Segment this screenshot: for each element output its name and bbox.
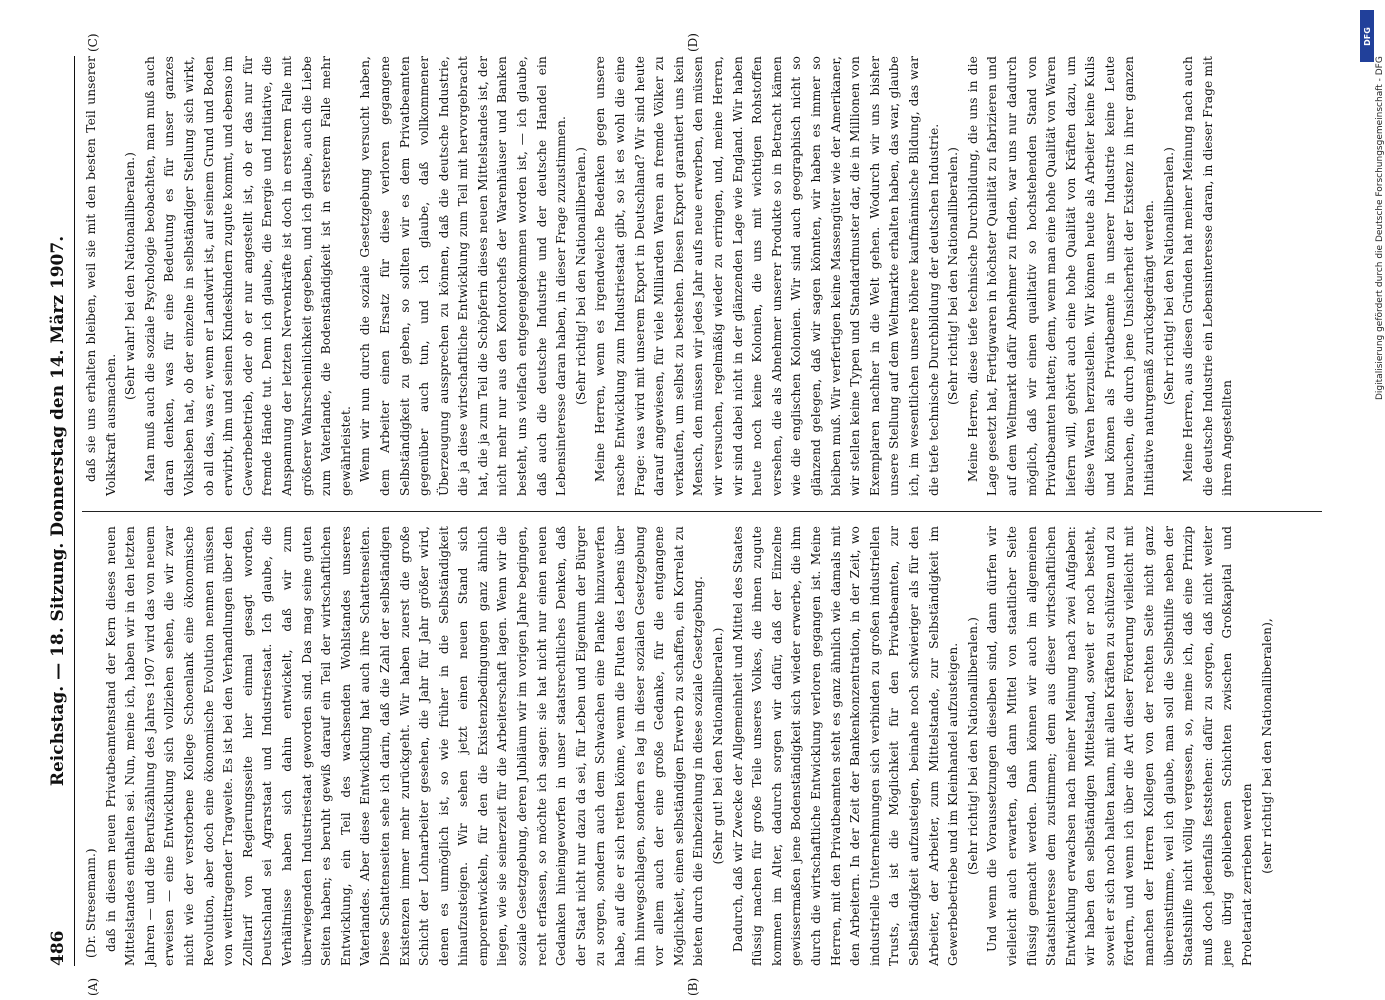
paragraph: Wenn wir nun durch die soziale Gesetzgebung versucht haben, dem Arbeiter einen Ersatz für diese verloren gegangene Selbständigkeit zu geben, so sollten wir es dem Privatbeamten gegenüber auch tun, und ich glaube, daß vollkommener Überzeugung aussprechen zu können, daß die deutsche Industrie, die ja diese wirtschaftliche Entwicklung zum Teil mit hervorgebracht hat, die ja zum Teil die Schöpferin dieses neuen Mittelstandes ist, der nicht mehr nur aus den Kontorchefs der Warenhäuser und Banken besteht, uns vielfach entgegengekommen worden ist, — ich glaube, daß auch die deutsche Industrie und der deutsche Handel ein Lebensinteresse daran haben, in dieser Frage zuzustimmen. (358, 56, 569, 496)
left-column (82, 526, 1322, 966)
digitization-credit: Digitalisierung gefördert durch die Deutsche Forschungsgemeinschaft - DFG (1375, 56, 1385, 400)
page-number: 486 (48, 930, 68, 966)
paragraph: Meine Herren, aus diesen Gründen hat meiner Meinung nach auch die deutsche Industrie ein Lebensinteresse daran, in dieser Frage mit ihren Angestellten (1181, 56, 1235, 496)
interjection: (Sehr gut! bei den Nationalliberalen.) (711, 627, 725, 865)
right-column (82, 56, 1322, 496)
margin-mark-a: (A) (86, 977, 100, 996)
dfg-logo (1360, 10, 1374, 62)
interjection: (Sehr richtig! bei den Nationalliberalen.) (1161, 147, 1176, 405)
column-divider (82, 511, 1322, 512)
paragraph: daß sie uns erhalten bleiben, weil sie mit den besten Teil unserer Volkskraft ausmachen. (84, 56, 118, 496)
paragraph: Man muß auch die soziale Psychologie beobachten, man muß auch daran denken, was für eine Bedeutung es für unser ganzes Volksleben hat, ob der einzelne in selbständiger Stellung sich wirkt, ob all das, was er, wenn er Landwirt ist, auf seinem Grund und Boden erwirbt, ihm und seinen Kindeskindern zugute kommt, und ebenso im Gewerbebetrieb, oder ob er nur angestellt ist, ob er das nur für fremde Hände tut. Denn ich glaube, die Energie und Initiative, die Anspannung der letzten Nervenkräfte ist doch in ersterem Falle mit größerer Wahrscheinlichkeit gegeben, und ich glaube, auch die Liebe zum Vaterlande, die Bodenständigkeit ist in ersterem Falle mehr gewährleistet. (142, 56, 353, 496)
margin-mark-d: (D) (686, 33, 700, 52)
speaker-name: (Dr. Stresemann.) (84, 848, 98, 958)
paragraph: Dadurch, daß wir Zwecke der Allgemeinheit und Mittel des Staates flüssig machen für große Teile unseres Volkes, die ihnen zugute kommen im Alter, dadurch sorgen wir dafür, daß der Einzelne gewissermaßen jene Bodenständigkeit sich wieder erwerbe, die ihm durch die wirtschaftliche Entwicklung verloren gegangen ist. Meine Herren, mit den Privatbeamten steht es ganz ähnlich wie damals mit den Arbeitern. In der Zeit der Bankenkonzentration, in der Zeit, wo industrielle Unternehmungen sich verbinden zu großen industriellen Trusts, da ist die Möglichkeit für den Privatbeamten, zur Selbständigkeit aufzusteigen, beinahe noch schwieriger als für den Arbeiter, der Arbeiter, zum Mittelstande, zur Selbständigkeit im Gewerbebetriebe und im Kleinhandel aufzusteigen. (730, 526, 961, 966)
margin-mark-c: (C) (86, 33, 100, 52)
rotated-page (46, 33, 1336, 996)
paragraph: Und wenn die Voraussetzungen dieselben sind, dann dürfen wir vielleicht auch erwarten, daß dann Mittel von staatlicher Seite flüssig gemacht werden. Dann können wir auch im allgemeinen Staatsinteresse dem zustimmen; denn aus dieser wirtschaftlichen Entwicklung erwachsen nach meiner Meinung nach zwei Aufgaben: wir haben den selbständigen Mittelstand, soweit er noch besteht, soweit er sich noch halten kann, mit allen Kräften zu schützen und zu fördern, und wenn ich über die Art dieser Förderung vielleicht mit manchen der Herren Kollegen von der rechten Seite nicht ganz übereinstimme, weil ich glaube, man soll die Selbsthilfe neben der Staatshilfe nicht völlig vergessen, so, meine ich, daß eine Prinzip muß doch jedenfalls feststehen: dafür zu sorgen, daß nicht weiter jene übrig gebliebenen Schichten zwischen Großkapital und Proletariat zerrieben werden (985, 526, 1255, 966)
interjection: (Sehr richtig! bei den Nationalliberalen.) (946, 147, 961, 405)
interjection: (sehr richtig! bei den Nationalliberalen), (1259, 618, 1274, 874)
interjection: (Sehr richtig! bei den Nationalliberalen.) (965, 617, 980, 875)
margin-mark-b: (B) (686, 977, 700, 996)
running-head (46, 56, 75, 966)
dfg-logo-text: DFG (1362, 26, 1372, 46)
page-title: Reichstag. — 18. Sitzung. Donnerstag den 14. März 1907. (48, 235, 68, 787)
paragraph: Meine Herren, wenn es irgendwelche Bedenken gegen unsere rasche Entwicklung zum Industriestaat gibt, so ist es wohl die eine Frage: was wird mit unserem Export in Deutschland? Wir sind heute darauf angewiesen, für viele Milliarden Waren an fremde Völker zu verkaufen, um selbst zu bestehen. Diesen Export garantiert uns kein Mensch, den müssen wir jedes Jahr aufs neue erwerben, den müssen wir versuchen, regelmäßig wieder zu erringen, und, meine Herren, wir sind dabei nicht in der glänzenden Lage wie England. Wir haben heute noch keine Kolonien, die uns mit wichtigen Rohstoffen versehen, die als Abnehmer unserer Produkte so in Betracht kämen wie die englischen Kolonien. Wir sind auch geographisch nicht so glänzend gelegen, daß wir sagen könnten, wir haben es immer so bleiben muß. Wir verfertigen keine Massengüter wie der Amerikaner, wir stellen keine Typen und Standardmuster dar, die in Millionen von Exemplaren nachher in die Welt gehen. Wodurch wir uns bisher unsere Stellung auf dem Weltmarkte erhalten haben, das war, glaube ich, im wesentlichen unsere höhere kaufmännische Bildung, das war die tiefe technische Durchbildung der deutschen Industrie. (593, 56, 941, 496)
interjection: (Sehr richtig! bei den Nationalliberalen.) (573, 147, 588, 405)
paragraph: daß in diesem neuen Privatbeamtenstand der Kern dieses neuen Mittelstandes enthalten sei. Nun, meine ich, haben wir in den letzten Jahren — und die Berufszählung des Jahres 1907 wird das von neuem erweisen — eine Entwicklung sich vollziehen sehen, die wir zwar nicht wie der verstorbene Kollege Schoenlank eine ökonomische Revolution, aber doch eine ökonomische Evolution nennen müssen von weittragender Tragweite. Es ist bei den Verhandlungen über den Zolltarif von Regierungsseite hier einmal gesagt worden, Deutschland sei Agrarstaat und Industriestaat. Ich glaube, die Verhältnisse haben sich dahin entwickelt, daß wir zum überwiegenden Industriestaat geworden sind. Das mag seine guten Seiten haben; es beruht gewiß darauf ein Teil der wirtschaftlichen Entwicklung, ein Teil des wachsenden Wohlstandes unseres Vaterlandes. Aber diese Entwicklung hat auch ihre Schattenseiten. Diese Schattenseiten sehe ich darin, daß die Zahl der selbständigen Existenzen immer mehr zurückgeht. Wir haben zuerst die große Schicht der Lohnarbeiter gesehen, die Jahr für Jahr größer wird, denen es unmöglich ist, so wie früher in die Selbständigkeit hinaufzusteigen. Wir sehen jetzt einen neuen Stand sich emporentwickeln, für den die Existenzbedingungen ganz ähnlich liegen, wie sie seinerzeit für die Arbeiterschaft lagen. Wenn wir die soziale Gesetzgebung, deren Jubiläum wir im vorigen Jahre begingen, recht erfassen, so möchte ich sagen: sie hat nicht nur einen neuen Gedanken hineingeworfen in unser staatsrechtliches Denken, daß der Staat nicht nur dazu da sei, für Leben und Eigentum der Bürger zu sorgen, sondern auch dem Schwachen eine Planke hinzuwerfen habe, auf die er sich retten könne, wenn die Fluten des Lebens über ihn hinwegschlagen, sondern es lag in dieser sozialen Gesetzgebung vor allem auch der eine große Gedanke, für die entgangene Möglichkeit, einen selbständigen Erwerb zu schaffen, ein Korrelat zu bieten durch die Einbeziehung in diese soziale Gesetzgebung. (103, 526, 706, 966)
paragraph: Meine Herren, diese tiefe technische Durchbildung, die uns in die Lage gesetzt hat, Fertigwaren in höchster Qualität zu fabrizieren und auf dem Weltmarkt dafür Abnehmer zu finden, war uns nur dadurch möglich, daß wir einen qualitativ so hochstehenden Stand von Privatbeamten hatten; denn, wenn man eine hohe Qualität von Waren liefern will, gehört auch eine hohe Qualität von Kräften dazu, um diese Waren herzustellen. Wir können heute als Arbeiter keine Kulis und können als Privatbeamte in unserer Industrie keine Leute brauchen, die durch jene Unsicherheit der Existenz in ihrer ganzen Initiative naturgemäß zurückgedrängt werden. (965, 56, 1157, 496)
interjection: (Sehr wahr! bei den Nationalliberalen.) (123, 152, 138, 401)
